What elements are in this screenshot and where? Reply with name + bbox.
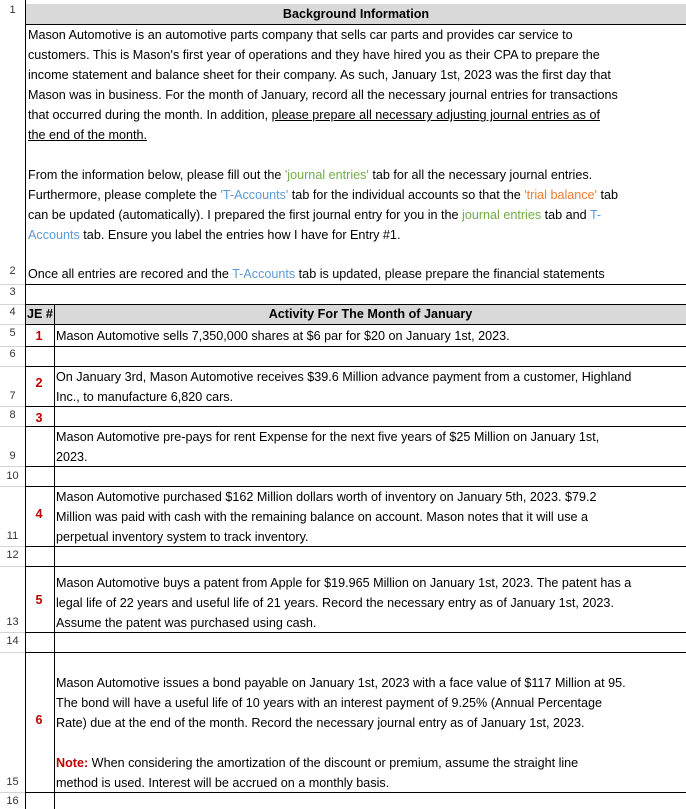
row-number[interactable]: 15 xyxy=(0,776,25,788)
row-number[interactable]: 5 xyxy=(0,327,25,339)
je-4-line-2[interactable]: Million was paid with cash with the remaining balance on account. Mason notes that it will use a xyxy=(56,510,589,524)
je-6-note-line-1[interactable]: Note: When considering the amortization of the discount or premium, assume the straight line xyxy=(56,756,579,770)
row-number[interactable]: 10 xyxy=(0,470,25,482)
je-6-note-line-2[interactable]: method is used. Interest will be accrued on a monthly basis. xyxy=(56,776,390,790)
je-2-line-1[interactable]: On January 3rd, Mason Automotive receives $39.6 Million advance payment from a customer, Highland xyxy=(56,370,632,384)
bg-border-left xyxy=(25,0,26,304)
row-number[interactable]: 4 xyxy=(0,306,25,318)
je-number[interactable]: 6 xyxy=(35,713,43,727)
row-number[interactable]: 7 xyxy=(0,390,25,402)
je-number[interactable]: 1 xyxy=(35,329,43,343)
background-header[interactable]: Background Information xyxy=(26,4,686,24)
table-border-left xyxy=(25,304,26,809)
grid-line xyxy=(25,324,686,325)
bg-para2-line-3: can be updated (automatically). I prepared the first journal entry for you in the journal entries tab and T- xyxy=(28,208,602,222)
row-sep xyxy=(0,652,25,653)
row-sep xyxy=(0,792,25,793)
row-number[interactable]: 2 xyxy=(0,265,25,277)
row-sep xyxy=(0,632,25,633)
je-5-line-1[interactable]: Mason Automotive buys a patent from Apple for $19.965 Million on January 1st, 2023. The patent has a xyxy=(56,576,632,590)
je-3-line-1[interactable]: Mason Automotive pre-pays for rent Expense for the next five years of $25 Million on January 1st, xyxy=(56,430,600,444)
je-number[interactable]: 2 xyxy=(35,376,43,390)
je-1-text[interactable]: Mason Automotive sells 7,350,000 shares at $6 par for $20 on January 1st, 2023. xyxy=(56,329,510,343)
bg-line-4: Mason was in business. For the month of January, record all the necessary journal entries for transactions xyxy=(28,88,618,102)
row-number[interactable]: 13 xyxy=(0,616,25,628)
row-number[interactable]: 16 xyxy=(0,795,25,807)
je-6-line-3[interactable]: Rate) due at the end of the month. Record the necessary journal entry as of January 1st, 2023. xyxy=(56,716,585,730)
row-sep xyxy=(0,304,25,305)
row-header-column xyxy=(0,0,26,809)
grid-line xyxy=(25,566,686,567)
row-number[interactable]: 8 xyxy=(0,409,25,421)
row-number[interactable]: 11 xyxy=(0,530,25,542)
row-number[interactable]: 6 xyxy=(0,348,25,360)
je-3-line-2[interactable]: 2023. xyxy=(56,450,88,464)
je-5-line-2[interactable]: legal life of 22 years and useful life of 21 years. Record the necessary entry as of January 1st, 2023. xyxy=(56,596,614,610)
bg-line-6: the end of the month. xyxy=(28,128,148,142)
bg-para2-line-2: Furthermore, please complete the 'T-Accounts' tab for the individual accounts so that the 'trial balance' tab xyxy=(28,188,618,202)
grid-line xyxy=(25,792,686,793)
row-sep xyxy=(0,546,25,547)
row-number[interactable]: 12 xyxy=(0,549,25,561)
row-sep xyxy=(0,486,25,487)
grid-line xyxy=(25,546,686,547)
row-number[interactable]: 9 xyxy=(0,450,25,462)
je-number[interactable]: 5 xyxy=(35,593,43,607)
table-border-je xyxy=(54,304,55,809)
je-4-line-3[interactable]: perpetual inventory system to track inventory. xyxy=(56,530,309,544)
row2-instructions[interactable]: Once all entries are recored and the T-Accounts tab is updated, please prepare the financial statements xyxy=(28,267,605,281)
row-number[interactable]: 1 xyxy=(0,4,25,16)
je-4-line-1[interactable]: Mason Automotive purchased $162 Million dollars worth of inventory on January 5th, 2023. $79.2 xyxy=(56,490,597,504)
bg-line-1: Mason Automotive is an automotive parts company that sells car parts and provides car service to xyxy=(28,28,573,42)
grid-line xyxy=(25,652,686,653)
je-number[interactable]: 3 xyxy=(35,411,43,425)
bg-line-5: that occurred during the month. In addition, please prepare all necessary adjusting journal entries as of xyxy=(28,108,600,122)
row-sep xyxy=(0,284,25,285)
je-5-line-3[interactable]: Assume the patent was purchased using cash. xyxy=(56,616,317,630)
je-2-line-2[interactable]: Inc., to manufacture 6,820 cars. xyxy=(56,390,234,404)
je-number[interactable]: 4 xyxy=(35,507,43,521)
row-sep xyxy=(0,366,25,367)
je-6-line-2[interactable]: The bond will have a useful life of 10 years with an interest payment of 9.25% (Annual Percentage xyxy=(56,696,603,710)
row-sep xyxy=(0,406,25,407)
grid-line xyxy=(25,632,686,633)
grid-line xyxy=(25,346,686,347)
grid-line xyxy=(25,406,686,407)
row-sep xyxy=(0,346,25,347)
bg-line-2: customers. This is Mason's first year of operations and they have hired you as their CPA to prepare the xyxy=(28,48,600,62)
row-sep xyxy=(0,426,25,427)
bg-line-3: income statement and balance sheet for their company. As such, January 1st, 2023 was the first day that xyxy=(28,68,611,82)
bg-para2-line-1: From the information below, please fill out the 'journal entries' tab for all the necessary journal entries. xyxy=(28,168,593,182)
row-number[interactable]: 14 xyxy=(0,635,25,647)
row-sep xyxy=(0,566,25,567)
row-number[interactable]: 3 xyxy=(0,286,25,298)
activity-header[interactable]: Activity For The Month of January xyxy=(55,305,686,324)
je-6-line-1[interactable]: Mason Automotive issues a bond payable on January 1st, 2023 with a face value of $117 Million at 95. xyxy=(56,676,626,690)
row-sep xyxy=(0,466,25,467)
grid-line xyxy=(25,466,686,467)
row-sep xyxy=(0,324,25,325)
je-header[interactable]: JE # xyxy=(26,305,55,324)
bg-para2-line-4: Accounts tab. Ensure you label the entries how I have for Entry #1. xyxy=(28,228,401,242)
grid-line xyxy=(25,284,686,285)
